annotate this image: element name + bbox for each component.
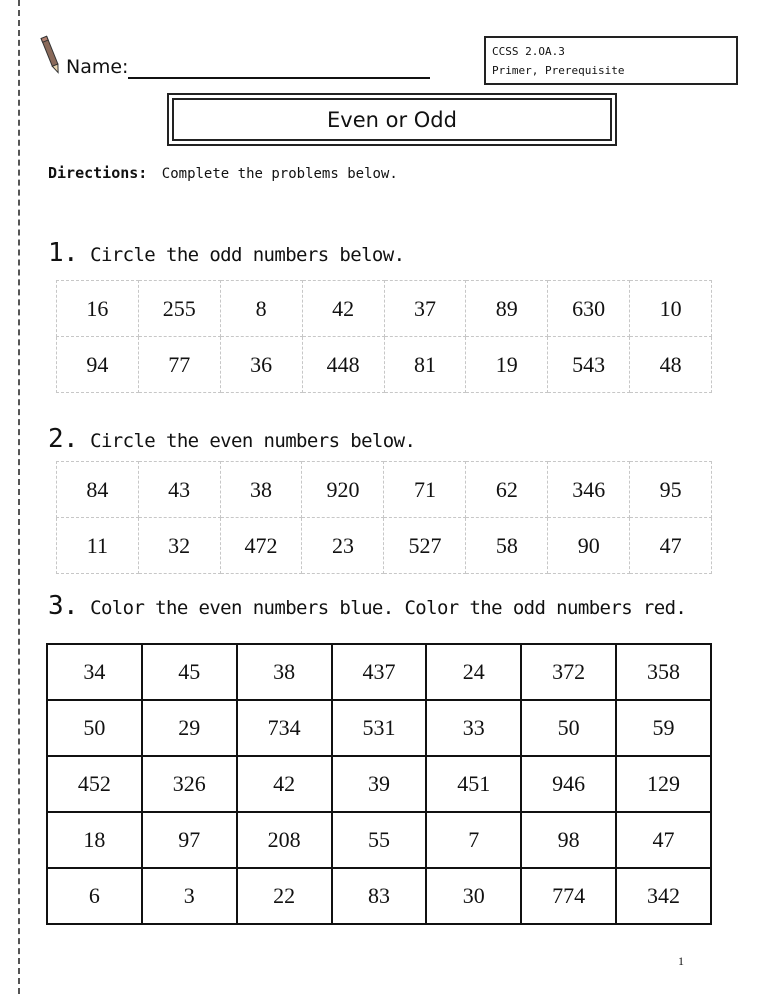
page-title: Even or Odd (172, 98, 612, 141)
name-write-line (128, 77, 430, 79)
directions (48, 164, 398, 182)
color-cell[interactable]: 437 (332, 644, 427, 700)
color-cell[interactable]: 129 (616, 756, 711, 812)
number-cell[interactable]: 346 (548, 462, 630, 518)
name-label: Name: (66, 56, 129, 78)
problem-1-heading (48, 238, 404, 268)
color-cell[interactable]: 774 (521, 868, 616, 924)
color-cell[interactable]: 6 (47, 868, 142, 924)
color-cell[interactable]: 55 (332, 812, 427, 868)
color-cell[interactable]: 326 (142, 756, 237, 812)
number-cell[interactable]: 472 (220, 518, 302, 574)
problem-2-heading (48, 424, 415, 454)
title-box (167, 93, 617, 146)
color-cell[interactable]: 946 (521, 756, 616, 812)
problem-number: 1. (48, 238, 79, 268)
number-cell[interactable]: 920 (302, 462, 384, 518)
color-cell[interactable]: 83 (332, 868, 427, 924)
pencil-icon (40, 34, 62, 76)
number-cell[interactable]: 630 (548, 281, 630, 337)
number-cell[interactable]: 94 (57, 337, 139, 393)
number-cell[interactable]: 16 (57, 281, 139, 337)
number-cell[interactable]: 255 (138, 281, 220, 337)
color-cell[interactable]: 47 (616, 812, 711, 868)
color-cell[interactable]: 531 (332, 700, 427, 756)
margin-dashed-line (18, 0, 20, 994)
table-row (47, 868, 711, 924)
directions-text: Complete the problems below. (161, 166, 398, 182)
number-cell[interactable]: 43 (138, 462, 220, 518)
number-cell[interactable]: 95 (630, 462, 712, 518)
color-cell[interactable]: 22 (237, 868, 332, 924)
problem-number: 3. (48, 591, 79, 621)
problem-2-number-grid (56, 461, 712, 574)
color-cell[interactable]: 50 (521, 700, 616, 756)
number-cell[interactable]: 58 (466, 518, 548, 574)
number-cell[interactable]: 37 (384, 281, 466, 337)
directions-label: Directions: (48, 164, 148, 182)
problem-3-color-grid (46, 643, 712, 925)
color-cell[interactable]: 50 (47, 700, 142, 756)
number-cell[interactable]: 89 (466, 281, 548, 337)
number-cell[interactable]: 543 (548, 337, 630, 393)
color-cell[interactable]: 734 (237, 700, 332, 756)
number-cell[interactable]: 62 (466, 462, 548, 518)
color-cell[interactable]: 98 (521, 812, 616, 868)
problem-1-number-grid (56, 280, 712, 393)
table-row (47, 756, 711, 812)
number-cell[interactable]: 11 (57, 518, 139, 574)
number-cell[interactable]: 81 (384, 337, 466, 393)
standard-code: CCSS 2.OA.3 (492, 45, 565, 58)
table-row (57, 281, 712, 337)
number-cell[interactable]: 84 (57, 462, 139, 518)
color-cell[interactable]: 372 (521, 644, 616, 700)
page-number: 1 (678, 954, 684, 968)
color-cell[interactable]: 33 (426, 700, 521, 756)
color-cell[interactable]: 451 (426, 756, 521, 812)
number-cell[interactable]: 10 (630, 281, 712, 337)
number-cell[interactable]: 47 (630, 518, 712, 574)
color-cell[interactable]: 24 (426, 644, 521, 700)
color-cell[interactable]: 452 (47, 756, 142, 812)
problem-instruction: Circle the even numbers below. (90, 430, 416, 452)
color-cell[interactable]: 59 (616, 700, 711, 756)
table-row (47, 644, 711, 700)
color-cell[interactable]: 7 (426, 812, 521, 868)
number-cell[interactable]: 8 (220, 281, 302, 337)
number-cell[interactable]: 527 (384, 518, 466, 574)
color-cell[interactable]: 18 (47, 812, 142, 868)
color-cell[interactable]: 39 (332, 756, 427, 812)
color-cell[interactable]: 97 (142, 812, 237, 868)
problem-instruction: Color the even numbers blue. Color the odd numbers red. (90, 597, 687, 619)
number-cell[interactable]: 36 (220, 337, 302, 393)
problem-instruction: Circle the odd numbers below. (90, 244, 405, 266)
standards-box (484, 36, 738, 85)
number-cell[interactable]: 38 (220, 462, 302, 518)
color-cell[interactable]: 30 (426, 868, 521, 924)
color-cell[interactable]: 208 (237, 812, 332, 868)
table-row (47, 700, 711, 756)
number-cell[interactable]: 71 (384, 462, 466, 518)
color-cell[interactable]: 38 (237, 644, 332, 700)
color-cell[interactable]: 45 (142, 644, 237, 700)
number-cell[interactable]: 77 (138, 337, 220, 393)
color-cell[interactable]: 29 (142, 700, 237, 756)
level-label: Primer, Prerequisite (492, 64, 625, 77)
number-cell[interactable]: 19 (466, 337, 548, 393)
number-cell[interactable]: 42 (302, 281, 384, 337)
table-row (57, 462, 712, 518)
number-cell[interactable]: 448 (302, 337, 384, 393)
color-cell[interactable]: 34 (47, 644, 142, 700)
number-cell[interactable]: 48 (630, 337, 712, 393)
color-cell[interactable]: 3 (142, 868, 237, 924)
problem-number: 2. (48, 424, 79, 454)
color-cell[interactable]: 358 (616, 644, 711, 700)
problem-3-heading (48, 591, 686, 621)
number-cell[interactable]: 90 (548, 518, 630, 574)
color-cell[interactable]: 342 (616, 868, 711, 924)
table-row (57, 518, 712, 574)
table-row (57, 337, 712, 393)
number-cell[interactable]: 32 (138, 518, 220, 574)
table-row (47, 812, 711, 868)
color-cell[interactable]: 42 (237, 756, 332, 812)
number-cell[interactable]: 23 (302, 518, 384, 574)
